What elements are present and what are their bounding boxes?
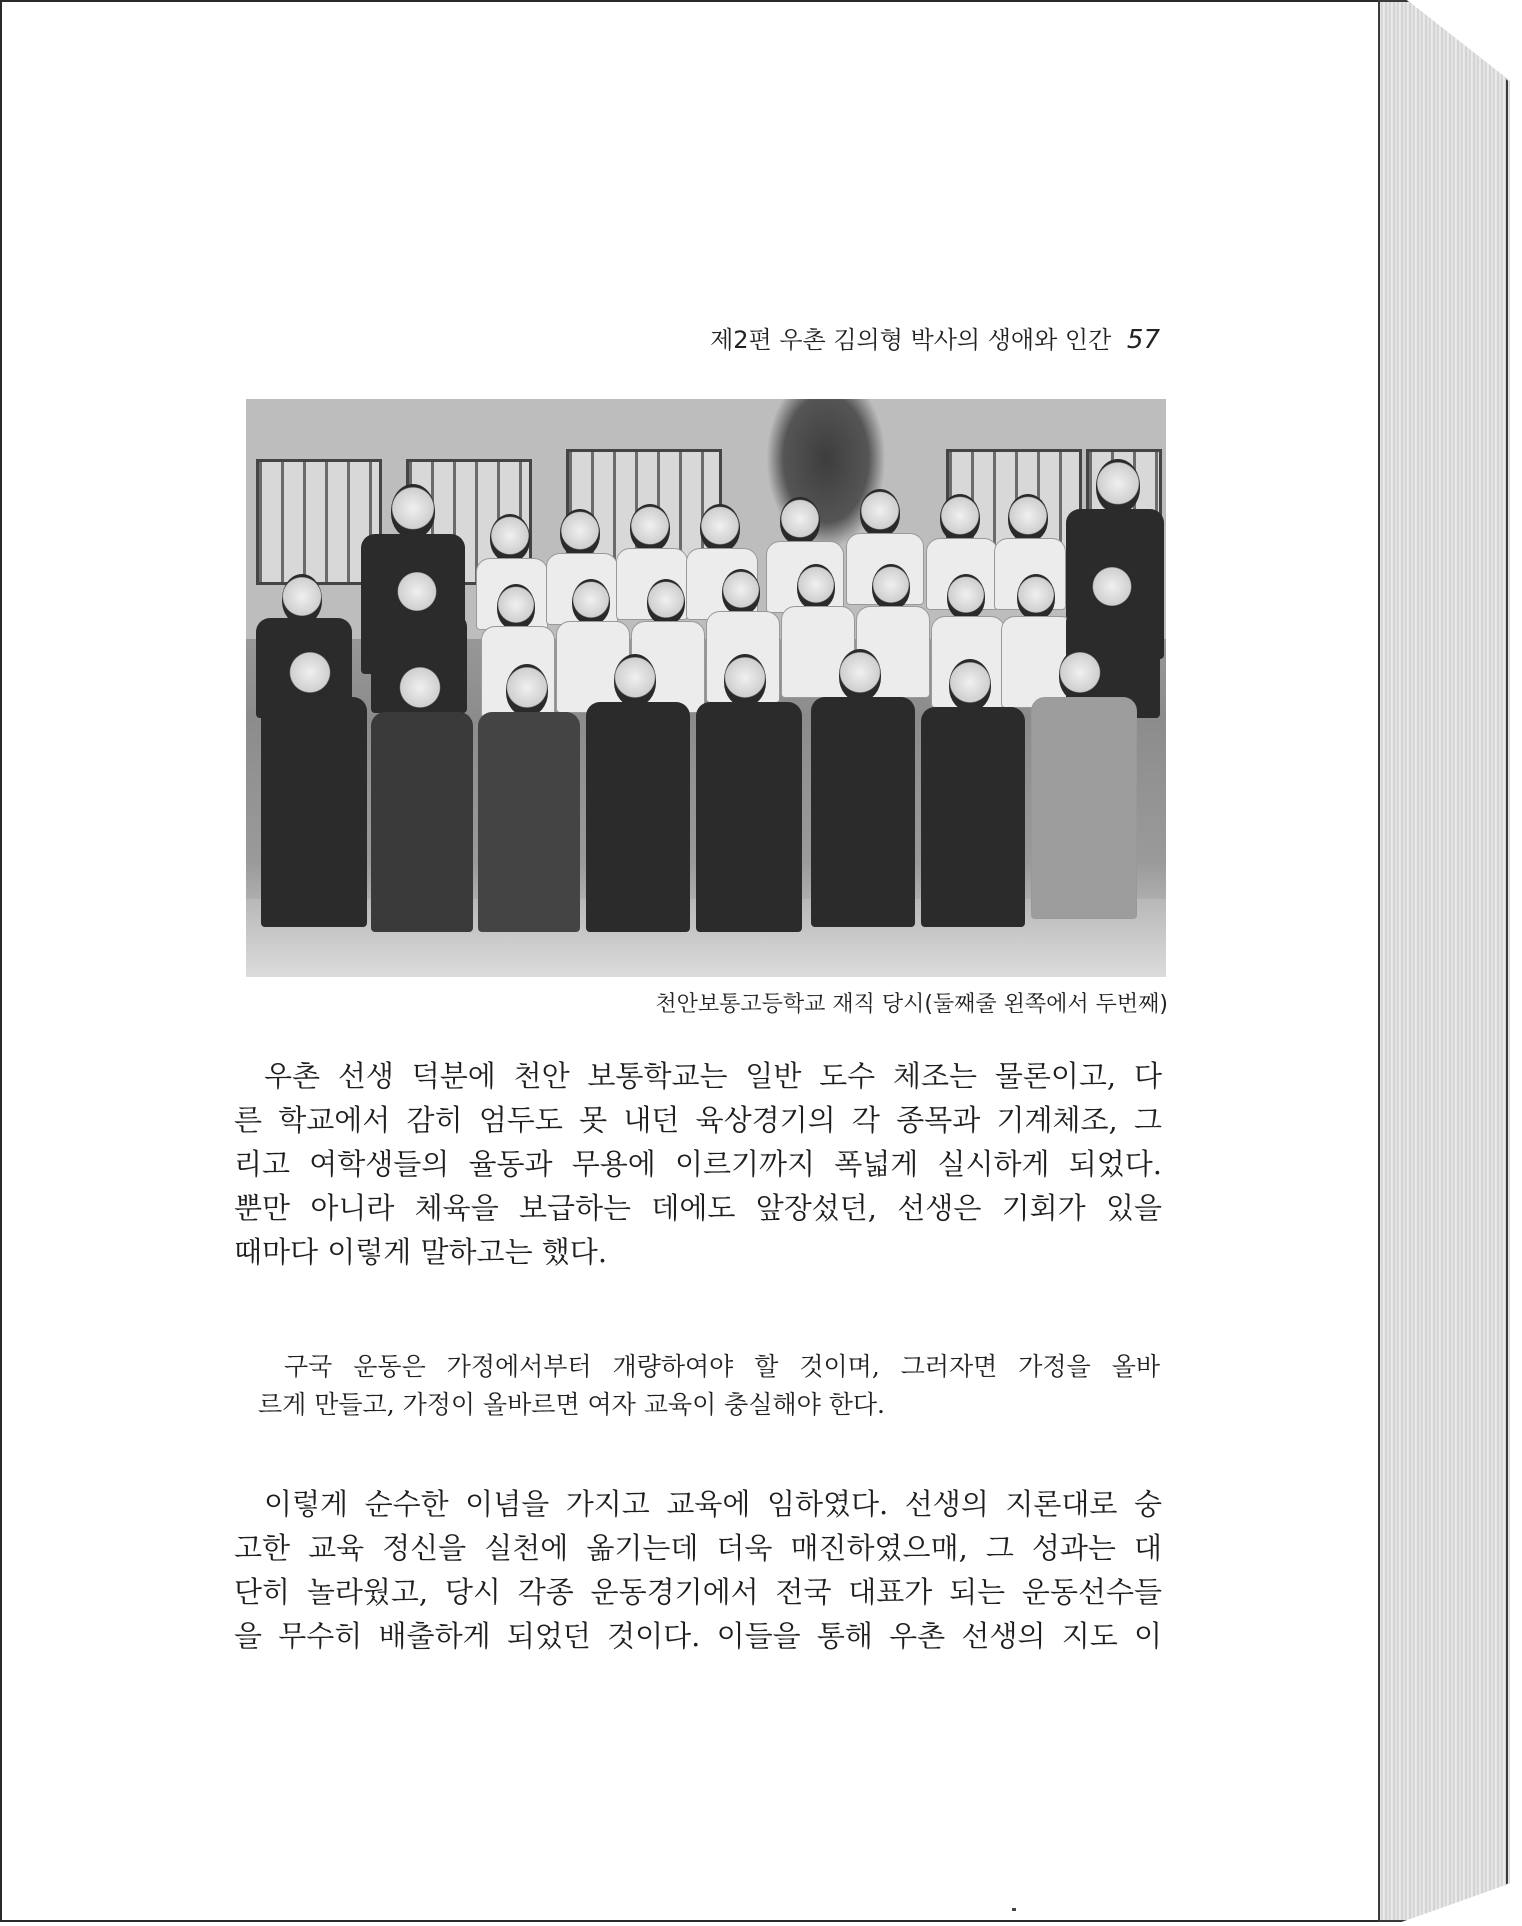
running-head-title: 제2편 우촌 김의형 박사의 생애와 인간 <box>710 326 1112 354</box>
body-paragraph-1 <box>234 1054 1162 1274</box>
photo-caption: 천안보통고등학교 재직 당시(둘째줄 왼쪽에서 두번째) <box>655 992 1168 1017</box>
text-line: 이렇게 순수한 이념을 가지고 교육에 임하였다. 선생의 지론대로 숭 <box>264 1487 1162 1521</box>
text-line: 을 무수히 배출하게 되었던 것이다. 이들을 통해 우촌 선생의 지도 이 <box>234 1619 1162 1653</box>
page-number: 57 <box>1126 325 1160 355</box>
page-edge-outline <box>1378 0 1508 1922</box>
text-line: 고한 교육 정신을 실천에 옮기는데 더욱 매진하였으매, 그 성과는 대 <box>234 1531 1162 1565</box>
class-group-photo <box>246 399 1166 977</box>
block-quote <box>258 1348 1160 1424</box>
body-paragraph-2 <box>234 1482 1162 1658</box>
text-line: 른 학교에서 감히 엄두도 못 내던 육상경기의 각 종목과 기계체조, 그 <box>234 1103 1162 1137</box>
text-line: 리고 여학생들의 율동과 무용에 이르기까지 폭넓게 실시하게 되었다. <box>234 1147 1162 1181</box>
text-line: 때마다 이렇게 말하고는 했다. <box>234 1235 608 1269</box>
text-line: 뿐만 아니라 체육을 보급하는 데에도 앞장섰던, 선생은 기회가 있을 <box>234 1191 1162 1225</box>
scan-speck <box>1012 1908 1016 1911</box>
running-head <box>692 320 1160 355</box>
text-line: 단히 놀라웠고, 당시 각종 운동경기에서 전국 대표가 되는 운동선수들 <box>234 1575 1162 1609</box>
text-line: 우촌 선생 덕분에 천안 보통학교는 일반 도수 체조는 물론이고, 다 <box>264 1059 1162 1093</box>
quote-line: 르게 만들고, 가정이 올바르면 여자 교육이 충실해야 한다. <box>258 1390 885 1419</box>
quote-line: 구국 운동은 가정에서부터 개량하여야 할 것이며, 그러자면 가정을 올바 <box>284 1352 1160 1381</box>
